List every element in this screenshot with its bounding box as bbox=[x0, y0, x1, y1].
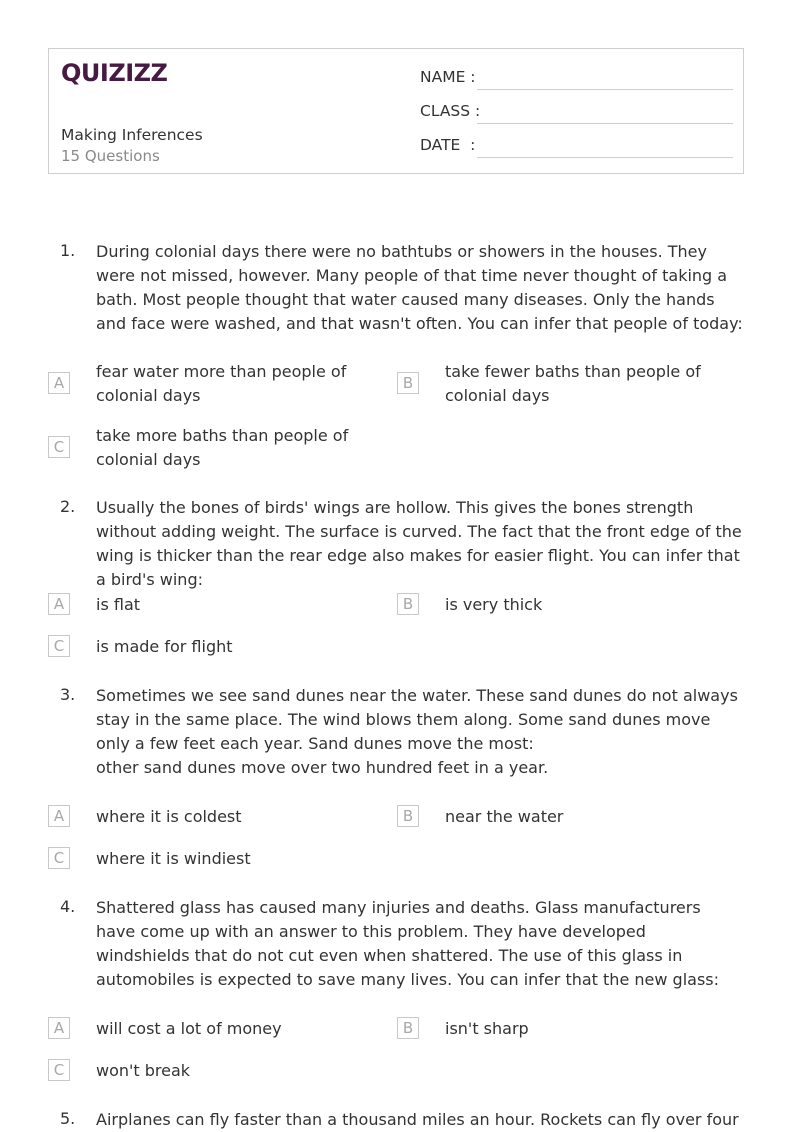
option-b-box[interactable]: B bbox=[397, 805, 419, 827]
option-c-box[interactable]: C bbox=[48, 635, 70, 657]
option-b-box[interactable]: B bbox=[397, 593, 419, 615]
question-text-continued: other sand dunes move over two hundred feet in a year. bbox=[96, 758, 549, 777]
question-text: Airplanes can fly faster than a thousand miles an hour. Rockets can fly over four bbox=[96, 1110, 739, 1129]
quizizz-logo: QUIZIZZ bbox=[61, 59, 168, 87]
option-a-text: where it is coldest bbox=[96, 807, 242, 826]
question-number: 3. bbox=[60, 685, 76, 704]
question-number: 4. bbox=[60, 897, 76, 916]
option-a-text: will cost a lot of money bbox=[96, 1019, 282, 1038]
date-label: DATE : bbox=[420, 136, 476, 154]
option-a-text: fear water more than people of colonial days bbox=[96, 362, 347, 405]
option-b-text: isn't sharp bbox=[445, 1019, 529, 1038]
option-a-text: is flat bbox=[96, 595, 141, 614]
question-count: 15 Questions bbox=[61, 147, 160, 165]
option-a-box[interactable]: A bbox=[48, 593, 70, 615]
name-line[interactable] bbox=[477, 89, 733, 90]
name-label: NAME : bbox=[420, 68, 476, 86]
question-text: Sometimes we see sand dunes near the water. These sand dunes do not always stay in the same place. The wind blows them along. Some sand dunes move only a few feet each year. Sand dunes move the most: bbox=[96, 686, 738, 753]
option-a-box[interactable]: A bbox=[48, 1017, 70, 1039]
option-c-text: where it is windiest bbox=[96, 849, 251, 868]
class-line[interactable] bbox=[477, 123, 733, 124]
question-number: 1. bbox=[60, 241, 76, 260]
question-number: 5. bbox=[60, 1109, 76, 1128]
option-c-text: take more baths than people of colonial days bbox=[96, 426, 349, 469]
option-a-box[interactable]: A bbox=[48, 805, 70, 827]
option-c-box[interactable]: C bbox=[48, 1059, 70, 1081]
option-a-box[interactable]: A bbox=[48, 372, 70, 394]
question-number: 2. bbox=[60, 497, 76, 516]
question-text: Usually the bones of birds' wings are hollow. This gives the bones strength without adding weight. The surface is curved. The fact that the front edge of the wing is thicker than the rear edge also makes for easier flight. You can infer that a bird's wing: bbox=[96, 498, 742, 589]
question-text: Shattered glass has caused many injuries and deaths. Glass manufacturers have come up with an answer to this problem. They have developed windshields that do not cut even when shattered. The use of this glass in automobiles is expected to save many lives. You can infer that the new glass: bbox=[96, 898, 719, 989]
option-b-box[interactable]: B bbox=[397, 372, 419, 394]
option-c-box[interactable]: C bbox=[48, 436, 70, 458]
option-b-text: is very thick bbox=[445, 595, 543, 614]
option-c-text: won't break bbox=[96, 1061, 191, 1080]
date-line[interactable] bbox=[477, 157, 733, 158]
option-b-text: take fewer baths than people of colonial days bbox=[445, 362, 701, 405]
class-label: CLASS : bbox=[420, 102, 481, 120]
option-c-box[interactable]: C bbox=[48, 847, 70, 869]
worksheet-title: Making Inferences bbox=[61, 126, 203, 144]
option-b-box[interactable]: B bbox=[397, 1017, 419, 1039]
question-text: During colonial days there were no bathtubs or showers in the houses. They were not missed, however. Many people of that time never thought of taking a bath. Most people thought that water caused many diseases. Only the hands and face were washed, and that wasn't often. You can infer that people of today: bbox=[96, 242, 743, 333]
option-c-text: is made for flight bbox=[96, 637, 233, 656]
worksheet-header bbox=[48, 48, 744, 174]
option-b-text: near the water bbox=[445, 807, 564, 826]
